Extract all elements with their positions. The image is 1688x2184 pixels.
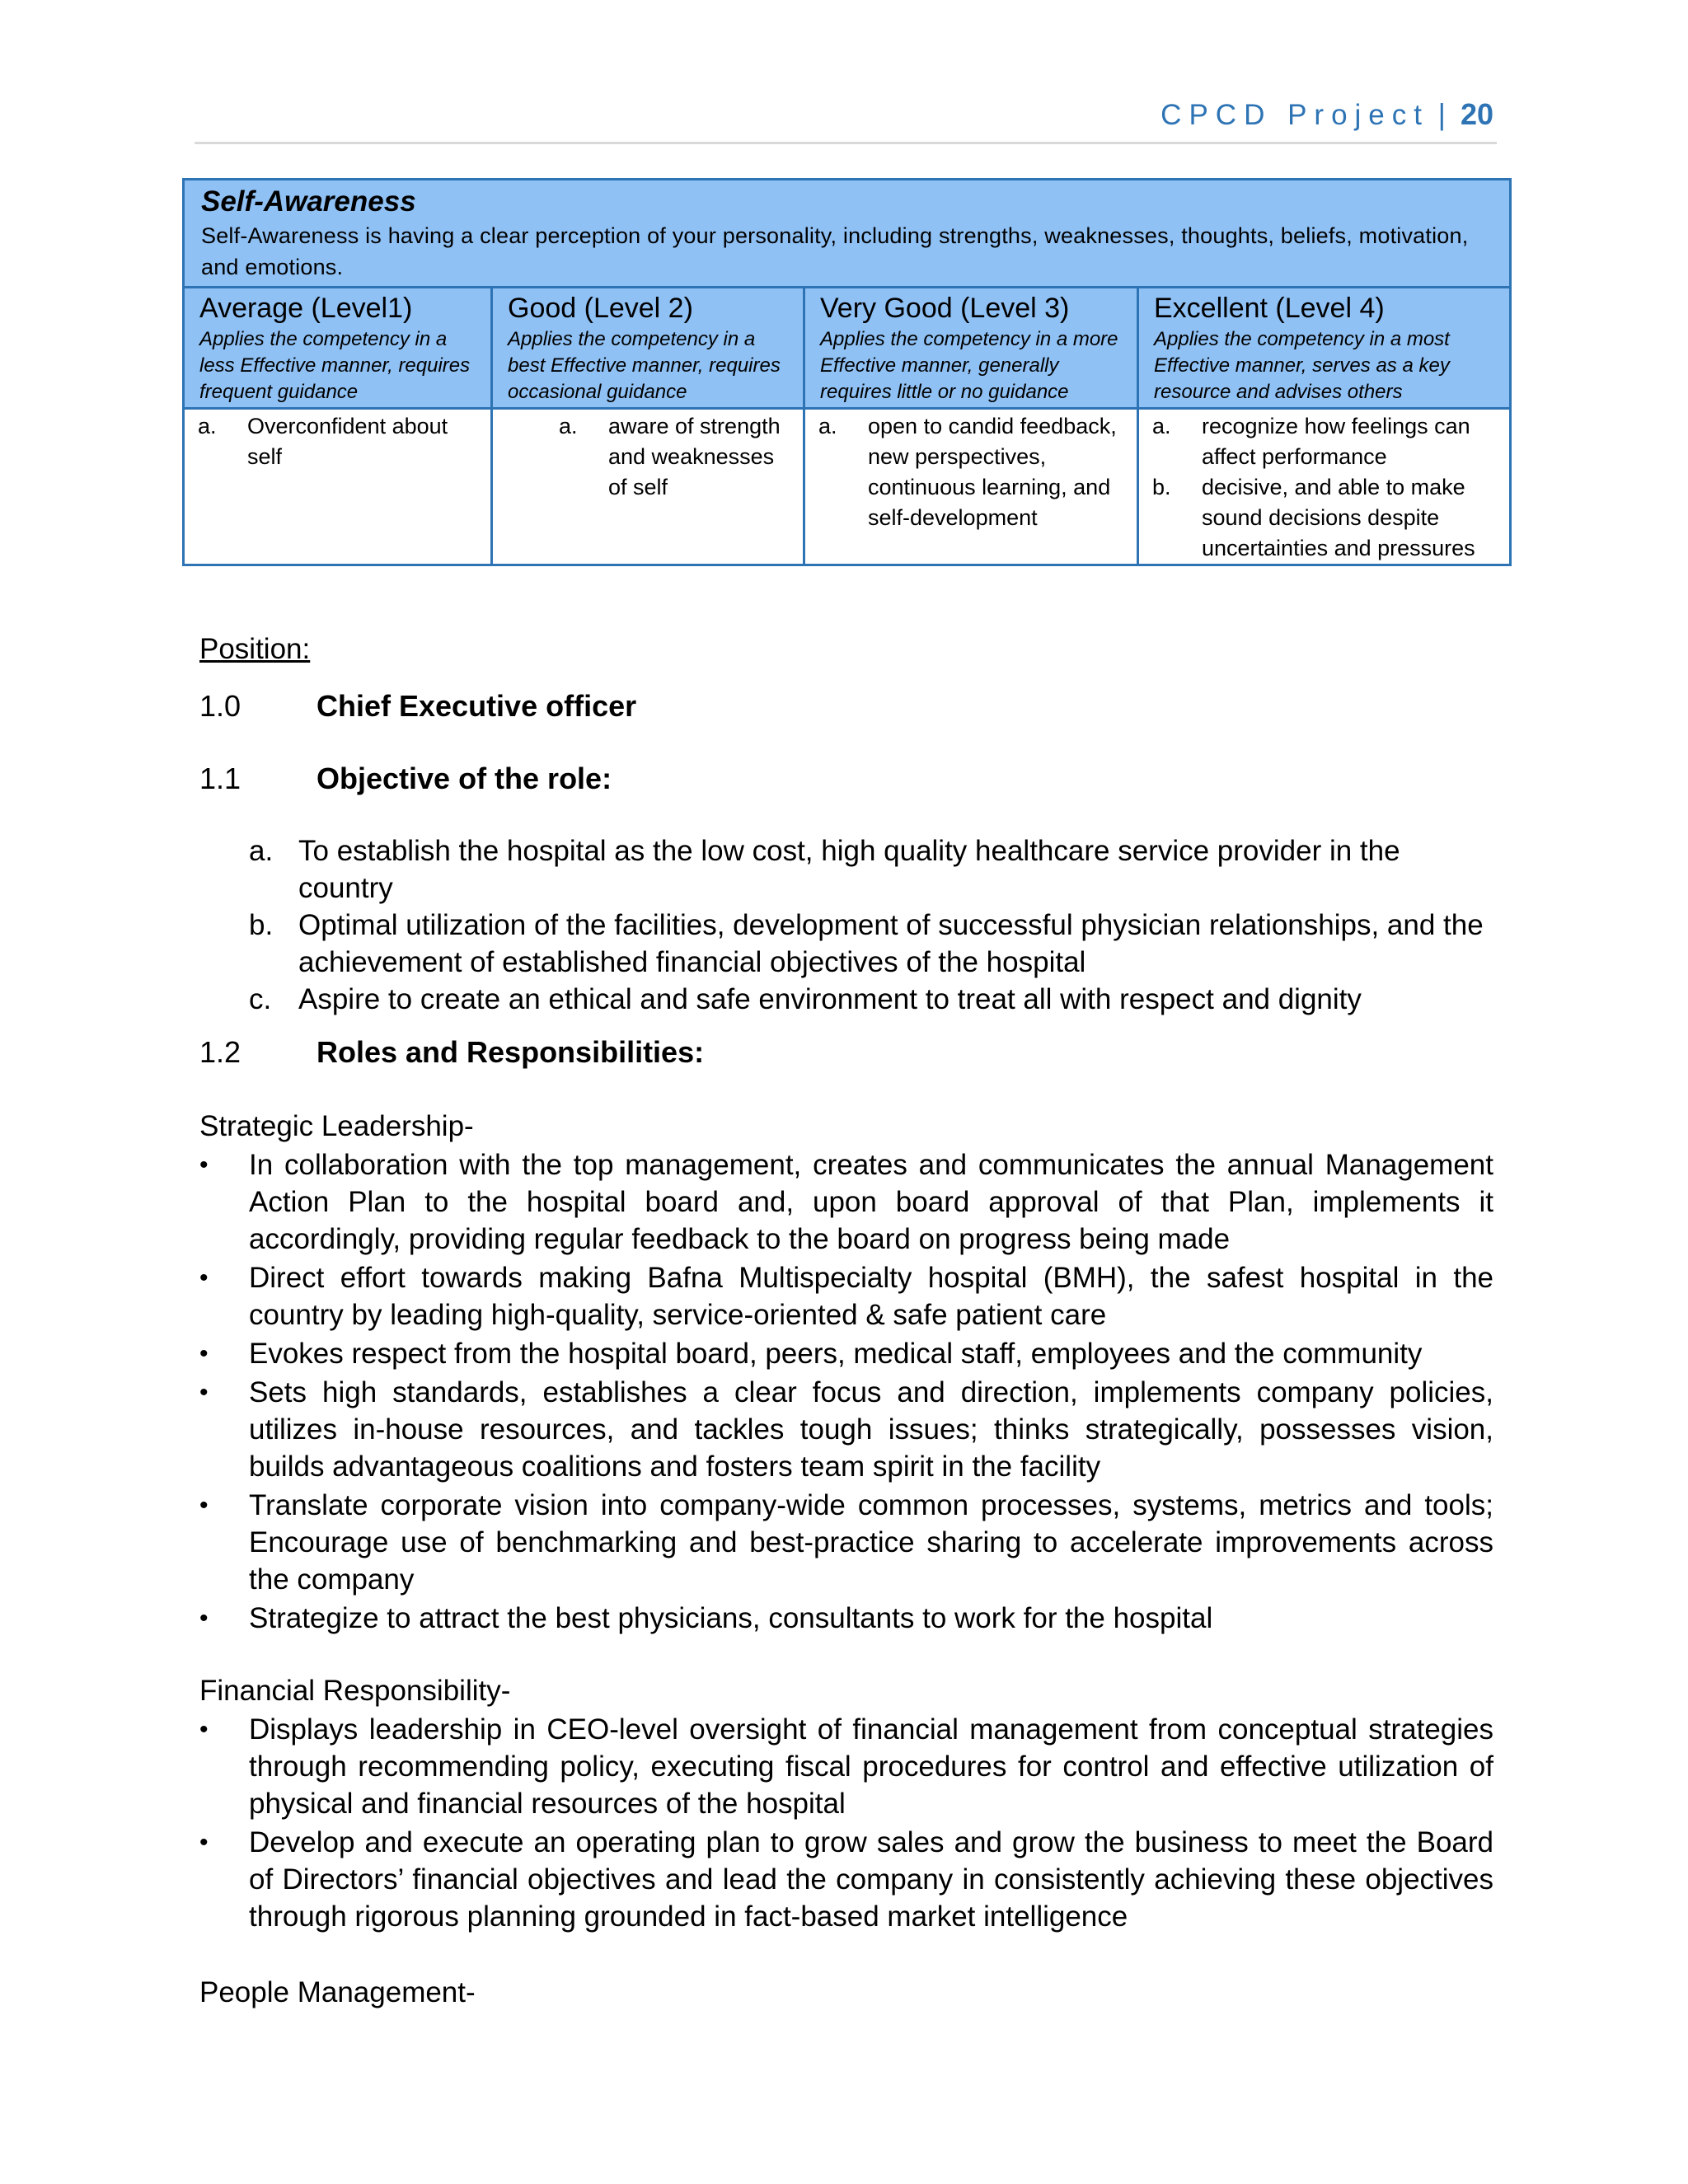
item-marker: a. (818, 414, 837, 438)
list-item (199, 1374, 1493, 1485)
header-separator: | (1437, 97, 1446, 131)
item-marker: b. (1152, 475, 1171, 499)
item-marker: b. (249, 909, 274, 941)
level-2-header (492, 288, 804, 409)
item-text: Strategize to attract the best physicians, consultants to work for the hospital (249, 1602, 1213, 1634)
level-1-items (184, 409, 492, 565)
list-item (199, 1711, 1493, 1822)
document-title: CPCD Project (1160, 99, 1429, 131)
item-text: Develop and execute an operating plan to grow sales and grow the business to meet the Board of Directors’ financial objectives and lead the company in consistently achieving these objectives through rigorous planning grounded in fact-based market intelligence (249, 1826, 1493, 1933)
level-description: Applies the competency in a more Effective manner, generally requires little or no guidance (820, 328, 1118, 403)
section-number: 1.1 (199, 762, 241, 795)
list-item (199, 1487, 1493, 1598)
level-title: Very Good (Level 3) (820, 293, 1070, 324)
level-3-header (804, 288, 1138, 409)
item-marker: a. (559, 414, 578, 438)
list-item (199, 1600, 1493, 1637)
strategic-list (199, 1146, 1493, 1638)
section-title: Objective of the role: (316, 762, 612, 795)
bullet-icon: • (199, 1605, 209, 1632)
section-number: 1.2 (199, 1035, 241, 1069)
item-text: Evokes respect from the hospital board, peers, medical staff, employees and the community (249, 1338, 1423, 1370)
bullet-icon: • (199, 1379, 209, 1406)
page-header (195, 96, 1497, 144)
level-description: Applies the competency in a less Effective manner, requires frequent guidance (199, 328, 471, 403)
list-item (1152, 411, 1501, 472)
item-text: Aspire to create an ethical and safe environment to treat all with respect and dignity (298, 983, 1362, 1015)
competency-table (182, 178, 1512, 566)
section-title: Chief Executive officer (316, 689, 637, 723)
financial-heading: Financial Responsibility- (199, 1675, 511, 1707)
bullet-icon: • (199, 1829, 209, 1856)
list-item (199, 832, 1493, 907)
list-item (1152, 472, 1501, 564)
item-text: Displays leadership in CEO-level oversight of financial management from conceptual strategies through recommending policy, executing fiscal procedures for control and effective utilization of physical and financial resources of the hospital (249, 1713, 1493, 1820)
level-2-items (492, 409, 804, 565)
item-marker: a. (198, 414, 217, 438)
item-text: open to candid feedback, new perspectives, continuous learning, and self-development (868, 414, 1117, 530)
competency-header (184, 180, 1511, 288)
level-title: Excellent (Level 4) (1154, 293, 1385, 324)
item-text: Translate corporate vision into company-wide common processes, systems, metrics and tools; Encourage use of benchmarking and best-practice sharing to accelerate improvements across the company (249, 1489, 1493, 1596)
list-item (199, 1146, 1493, 1258)
list-item (199, 981, 1493, 1018)
item-marker: a. (249, 835, 274, 867)
bullet-icon: • (199, 1716, 209, 1743)
competency-title: Self-Awareness (201, 185, 416, 218)
item-text: decisive, and able to make sound decisions despite uncertainties and pressures (1202, 475, 1475, 560)
level-3-items (804, 409, 1138, 565)
financial-list (199, 1711, 1493, 1937)
list-item (199, 1335, 1493, 1372)
list-item (198, 411, 482, 472)
competency-description: Self-Awareness is having a clear perception of your personality, including strengths, weaknesses, thoughts, beliefs, motivation, and emotions. (201, 223, 1469, 279)
item-text: Sets high standards, establishes a clear focus and direction, implements company policies, utilizes in-house resources, and tackles tough issues; thinks strategically, possesses vision, builds advantageous coalitions and fosters team spirit in the facility (249, 1376, 1493, 1483)
bullet-icon: • (199, 1340, 209, 1367)
section-1-2 (199, 1035, 704, 1070)
list-item (818, 411, 1128, 533)
item-text: In collaboration with the top management, creates and communicates the annual Management Action Plan to the hospital board and, upon board approval of that Plan, implements it accordingly, providing regular feedback to the board on progress being made (249, 1149, 1493, 1255)
list-item (559, 411, 795, 503)
level-4-header (1138, 288, 1511, 409)
level-description: Applies the competency in a most Effective manner, serves as a key resource and advises others (1154, 328, 1450, 403)
item-text: recognize how feelings can affect performance (1202, 414, 1470, 469)
item-marker: a. (1152, 414, 1171, 438)
section-1-0 (199, 689, 636, 724)
item-marker: c. (249, 983, 272, 1015)
position-label: Position: (199, 633, 311, 665)
strategic-heading: Strategic Leadership- (199, 1110, 474, 1142)
level-title: Good (Level 2) (508, 293, 693, 324)
section-title: Roles and Responsibilities: (316, 1035, 705, 1069)
item-text: Optimal utilization of the facilities, development of successful physician relationships, and the achievement of established financial objectives of the hospital (298, 909, 1484, 978)
level-1-header (184, 288, 492, 409)
item-text: aware of strength and weaknesses of self (608, 414, 781, 499)
item-text: Direct effort towards making Bafna Multispecialty hospital (BMH), the safest hospital in the country by leading high-quality, service-oriented & safe patient care (249, 1262, 1493, 1331)
level-4-items (1138, 409, 1511, 565)
list-item (199, 1824, 1493, 1935)
list-item (199, 1259, 1493, 1333)
level-description: Applies the competency in a best Effective manner, requires occasional guidance (508, 328, 781, 403)
section-number: 1.0 (199, 689, 241, 723)
item-text: To establish the hospital as the low cost, high quality healthcare service provider in the country (298, 835, 1400, 904)
list-item (199, 907, 1493, 981)
page-number: 20 (1460, 97, 1493, 131)
section-1-1 (199, 762, 612, 796)
bullet-icon: • (199, 1151, 209, 1179)
item-text: Overconfident about self (247, 414, 448, 469)
level-title: Average (Level1) (199, 293, 413, 324)
bullet-icon: • (199, 1492, 209, 1519)
bullet-icon: • (199, 1264, 209, 1291)
people-heading: People Management- (199, 1976, 476, 2008)
objectives-list (199, 832, 1493, 1018)
